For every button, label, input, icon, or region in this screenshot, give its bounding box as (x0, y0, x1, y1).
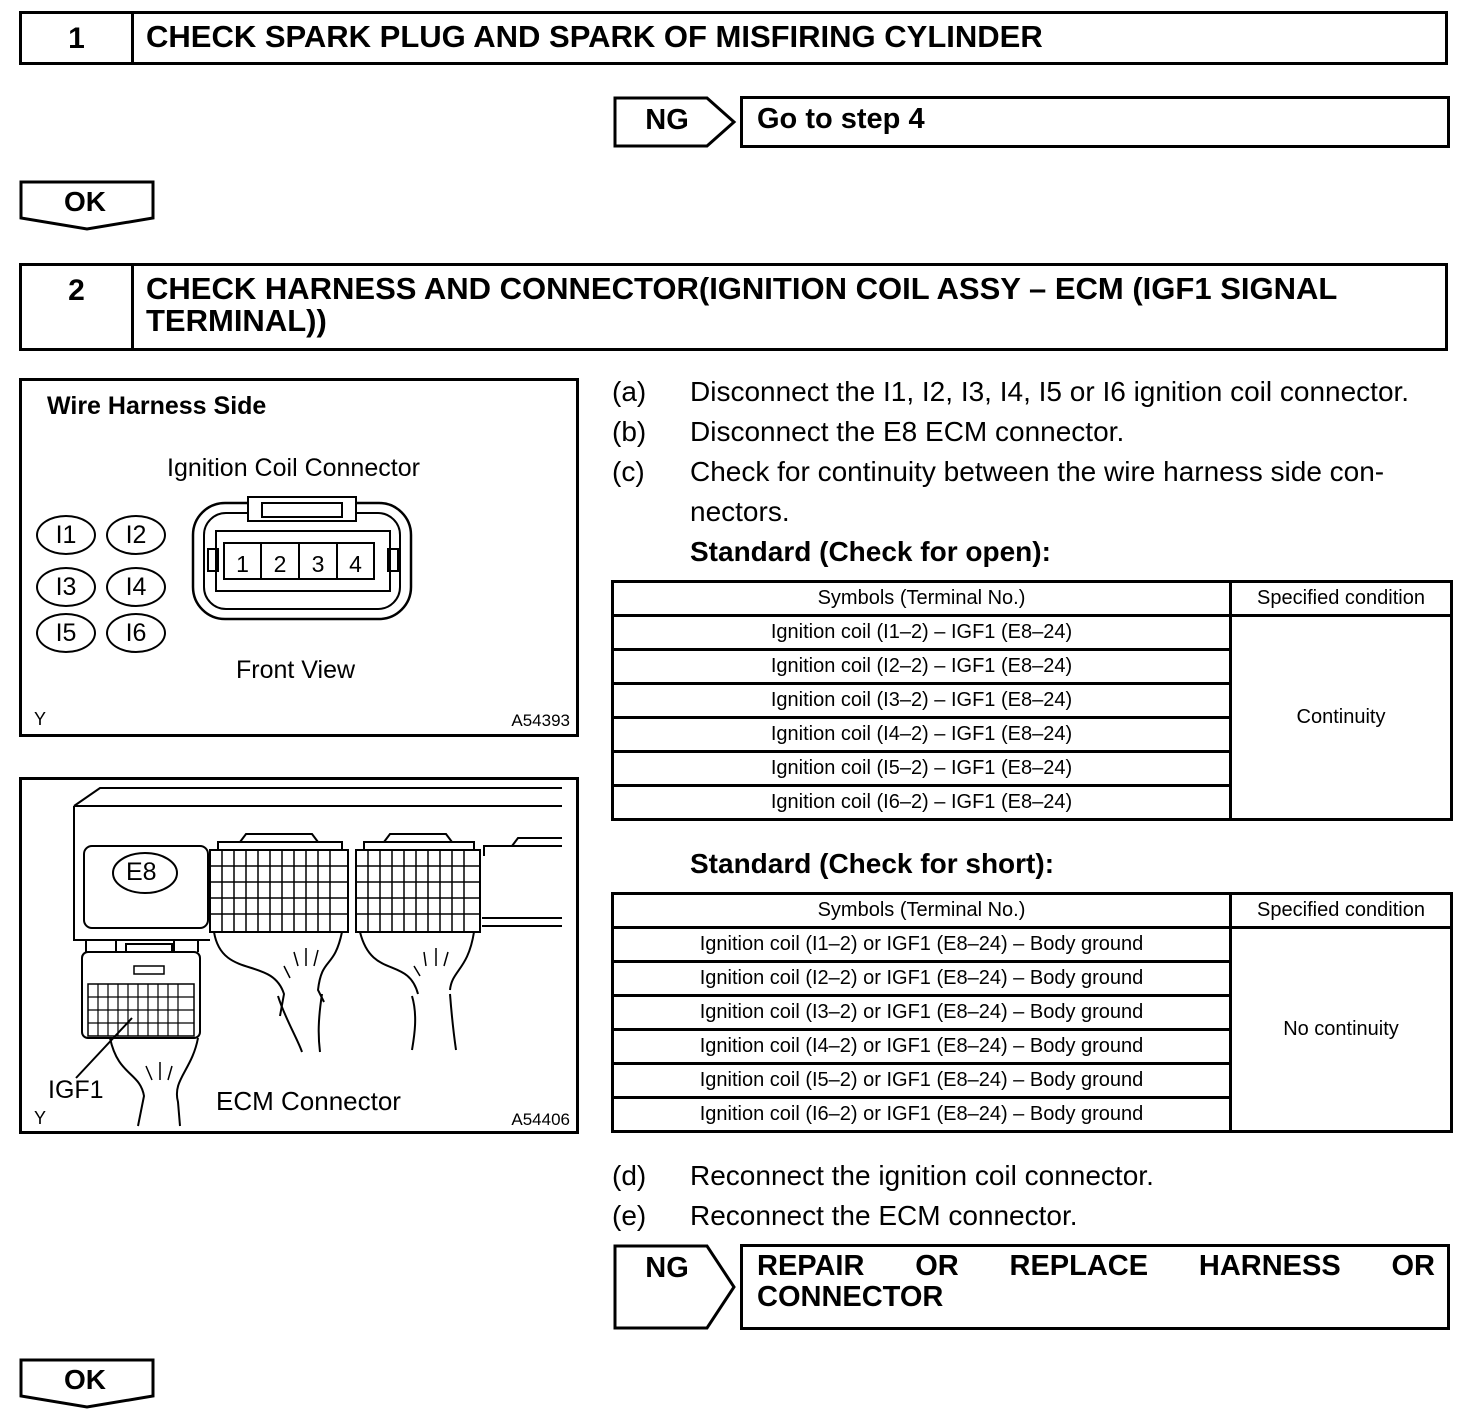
step-number: 2 (22, 266, 134, 348)
symbols-cell: Ignition coil (I4–2) or IGF1 (E8–24) – Body ground (613, 1030, 1231, 1064)
terminal-label: IGF1 (48, 1076, 104, 1104)
table-header-row (613, 582, 1452, 616)
figure-code: A54393 (511, 711, 570, 730)
coil-oval: I2 (106, 515, 166, 555)
ng-result-line-2: CONNECTOR (757, 1281, 944, 1313)
ok-label: OK (64, 1364, 106, 1395)
view-label: Front View (236, 656, 356, 684)
instruction-text: Check for continuity between the wire harness side con- (690, 456, 1385, 487)
ng-label: NG (645, 104, 689, 136)
step-number: 1 (22, 14, 134, 62)
coil-oval: I5 (36, 613, 96, 653)
corner-mark: Y (34, 709, 47, 729)
instruction-label: (b) (612, 416, 647, 447)
symbols-cell: Ignition coil (I6–2) – IGF1 (E8–24) (613, 786, 1231, 820)
instruction-text-continued: nectors. (690, 496, 790, 527)
ng-result-text: Go to step 4 (757, 103, 925, 135)
symbols-cell: Ignition coil (I2–2) – IGF1 (E8–24) (613, 650, 1231, 684)
symbols-cell: Ignition coil (I6–2) or IGF1 (E8–24) – Body ground (613, 1098, 1231, 1132)
standard-short-heading: Standard (Check for short): (690, 848, 1055, 879)
condition-cell: Continuity (1231, 616, 1452, 820)
step-2-header (19, 263, 1448, 351)
pin-number: 2 (273, 551, 287, 577)
figure-heading: Wire Harness Side (47, 392, 267, 420)
header-condition: Specified condition (1231, 894, 1452, 928)
ng-label: NG (645, 1252, 689, 1284)
symbols-cell: Ignition coil (I2–2) or IGF1 (E8–24) – Body ground (613, 962, 1231, 996)
symbols-cell: Ignition coil (I3–2) or IGF1 (E8–24) – Body ground (613, 996, 1231, 1030)
header-symbols: Symbols (Terminal No.) (613, 582, 1231, 616)
instruction-d (612, 1160, 1452, 1194)
ng-result-word: REPAIR (757, 1250, 865, 1282)
coil-oval: I6 (106, 613, 166, 653)
condition-cell: No continuity (1231, 928, 1452, 1132)
header-symbols: Symbols (Terminal No.) (613, 894, 1231, 928)
symbols-cell: Ignition coil (I3–2) – IGF1 (E8–24) (613, 684, 1231, 718)
coil-oval: I3 (36, 567, 96, 607)
connector-label: Ignition Coil Connector (167, 454, 420, 482)
figure-caption: ECM Connector (216, 1086, 401, 1116)
ng-arrow (613, 96, 737, 148)
ok-arrow (19, 180, 155, 230)
instruction-text: Reconnect the ignition coil connector. (690, 1160, 1154, 1191)
instruction-a (612, 376, 1452, 410)
instruction-text: Disconnect the E8 ECM connector. (690, 416, 1125, 447)
header-condition: Specified condition (1231, 582, 1452, 616)
table-header-row (613, 894, 1452, 928)
figure-code: A54406 (511, 1110, 570, 1129)
ng-result-box (740, 96, 1450, 148)
standard-short-table (611, 892, 1453, 1133)
ok-arrow (19, 1358, 155, 1408)
instruction-b (612, 416, 1452, 450)
ng-result-word: OR (1391, 1250, 1435, 1282)
step-title: CHECK HARNESS AND CONNECTOR(IGNITION COIL ASSY – ECM (IGF1 SIGNAL TERMINAL)) (146, 271, 1337, 338)
figure-ignition-coil-connector (19, 378, 579, 737)
coil-oval: I1 (36, 515, 96, 555)
instruction-text: Reconnect the ECM connector. (690, 1200, 1078, 1231)
figure-ecm-connector (19, 777, 579, 1134)
standard-open-table (611, 580, 1453, 821)
standard-open-heading: Standard (Check for open): (690, 536, 1051, 567)
coil-oval: I4 (106, 567, 166, 607)
table-row (613, 616, 1452, 650)
instruction-label: (c) (612, 456, 645, 487)
instruction-e (612, 1200, 1452, 1234)
instruction-c (612, 456, 1452, 530)
symbols-cell: Ignition coil (I1–2) or IGF1 (E8–24) – Body ground (613, 928, 1231, 962)
ng-result-line-1 (757, 1251, 1435, 1282)
ng-result-word: REPLACE (1009, 1250, 1149, 1282)
corner-mark: Y (34, 1108, 47, 1128)
symbols-cell: Ignition coil (I4–2) – IGF1 (E8–24) (613, 718, 1231, 752)
symbols-cell: Ignition coil (I1–2) – IGF1 (E8–24) (613, 616, 1231, 650)
instruction-label: (d) (612, 1160, 647, 1191)
table-row (613, 928, 1452, 962)
pin-number: 3 (311, 551, 325, 577)
ok-label: OK (64, 186, 106, 217)
ecm-connector-drawing (22, 780, 576, 1130)
step-1-header (19, 11, 1448, 65)
instruction-label: (e) (612, 1200, 647, 1231)
ng-result-word: HARNESS (1198, 1250, 1341, 1282)
connector-id: E8 (126, 858, 157, 886)
instruction-text: Disconnect the I1, I2, I3, I4, I5 or I6 ignition coil connector. (690, 376, 1410, 407)
ng-result-word: OR (915, 1250, 959, 1282)
instruction-label: (a) (612, 376, 647, 407)
pin-number: 4 (349, 551, 362, 577)
pin-number: 1 (236, 551, 249, 577)
ng-result-box (740, 1244, 1450, 1330)
ng-arrow (613, 1244, 737, 1330)
step-title: CHECK SPARK PLUG AND SPARK OF MISFIRING CYLINDER (146, 19, 1043, 54)
symbols-cell: Ignition coil (I5–2) or IGF1 (E8–24) – Body ground (613, 1064, 1231, 1098)
symbols-cell: Ignition coil (I5–2) – IGF1 (E8–24) (613, 752, 1231, 786)
